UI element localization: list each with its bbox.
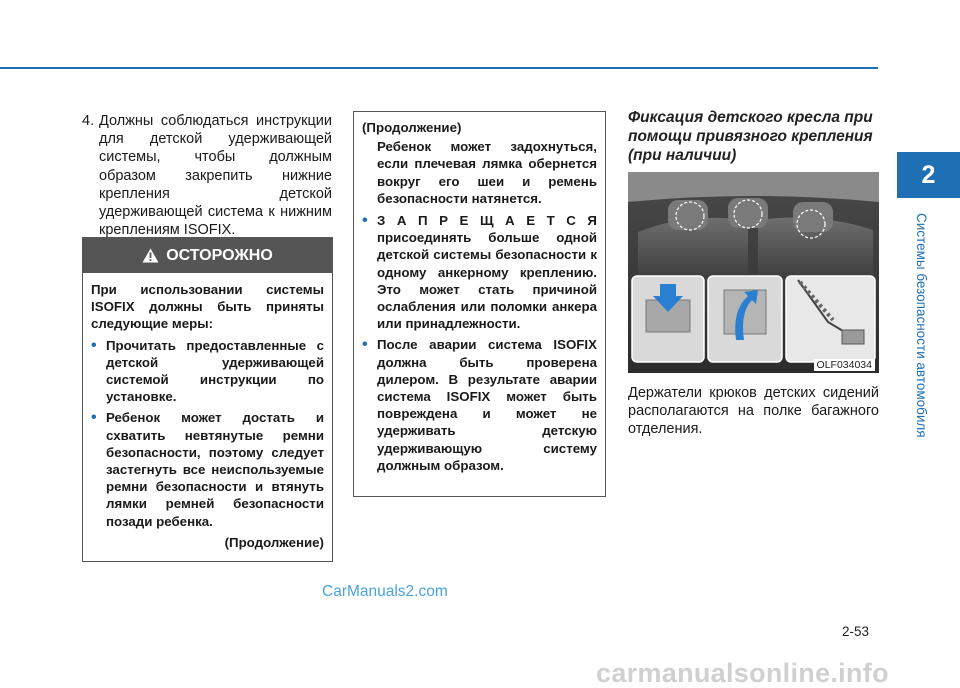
section-title: Фиксация детского кресла при помощи привязного крепления (при наличии) bbox=[628, 109, 873, 164]
watermark-link[interactable]: CarManuals2.com bbox=[322, 583, 448, 600]
bullet-dot-icon: • bbox=[91, 336, 97, 354]
warning-triangle-icon bbox=[142, 248, 159, 263]
warning-intro: При использовании системы ISOFIX должны быть приняты следующие меры: bbox=[91, 282, 324, 332]
warning-bullet: • После аварии система ISOFIX должна быть проверена дилером. В результате аварии система ISOFIX может быть повреждена и может не удерживать детскую удерживающую систему должным образом. bbox=[362, 336, 597, 473]
footer-watermark: carmanualsonline.info bbox=[596, 658, 889, 688]
step-text: Должны соблюдаться инструкции для детской удерживающей системы, чтобы должным образом закрепить нижние крепления детской удерживающей система к нижним креплениям ISOFIX. bbox=[99, 113, 332, 239]
warning-header bbox=[83, 238, 332, 273]
chapter-number-tab[interactable]: 2 bbox=[897, 152, 960, 198]
seat-tether-illustration bbox=[628, 172, 879, 373]
header-rule bbox=[0, 67, 878, 69]
continued-label: (Продолжение) bbox=[224, 534, 324, 550]
warning-continued-box bbox=[353, 111, 606, 497]
bullet-dot-icon: • bbox=[362, 212, 368, 230]
warning-box bbox=[82, 237, 333, 562]
figure-code: OLF034034 bbox=[814, 359, 875, 371]
warning-bullet: • З А П Р Е Щ А Е Т С Я присоединять больше одной детской системы безопасности к одному анкерному креплению. Это может стать причиной ослабления или поломки анкера или принадлежности. bbox=[362, 212, 597, 332]
step-number: 4. bbox=[82, 113, 95, 129]
bullet-dot-icon: • bbox=[91, 409, 97, 427]
warning-lead: Ребенок может задохнуться, если плечевая лямка обернется вокруг его шеи и ремень безопасности натянется. bbox=[377, 139, 597, 206]
chapter-title: Системы безопасности автомобиля bbox=[914, 213, 929, 438]
warning-title: ОСТОРОЖНО bbox=[166, 246, 273, 264]
step-4 bbox=[82, 112, 332, 239]
continued-head: (Продолжение) bbox=[362, 120, 462, 135]
tether-anchor-figure bbox=[628, 172, 879, 373]
warning-bullet: • Прочитать предоставленные с детской удерживающей системой инструкции по установке. bbox=[91, 336, 324, 405]
warning-bullet: • Ребенок может достать и схватить невтянутые ремни безопасности, поэтому следует застегнуть все неиспользуемые ремни безопасности и втянуть лямки ремней безопасности позади ребенка. bbox=[91, 409, 324, 529]
page-number: 2-53 bbox=[842, 624, 870, 639]
bullet-dot-icon: • bbox=[362, 336, 368, 354]
section-text: Держатели крюков детских сидений располагаются на полке багажного отделения. bbox=[628, 385, 879, 438]
